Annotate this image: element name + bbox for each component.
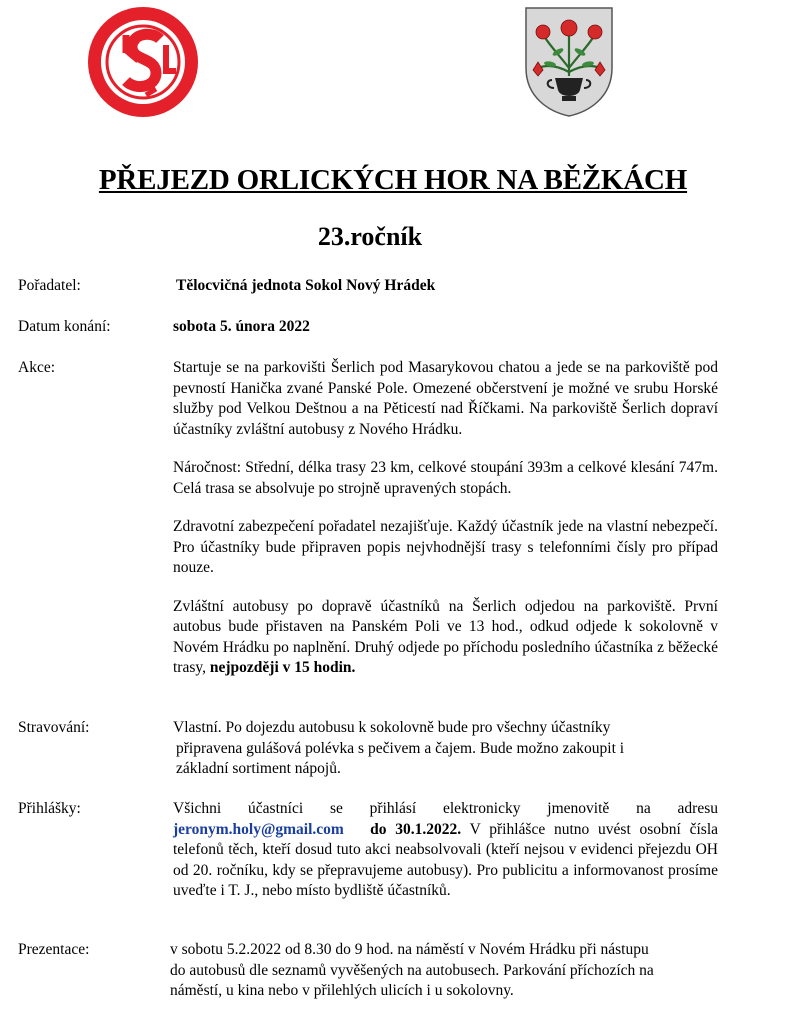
action-deadline: nejpozději v 15 hodin. bbox=[209, 659, 356, 676]
organizer-value: Tělocvičná jednota Sokol Nový Hrádek bbox=[176, 277, 436, 294]
presentation-text bbox=[170, 940, 715, 1002]
food-label: Stravování: bbox=[18, 719, 90, 736]
food-line-3: základní sortiment nápojů. bbox=[176, 760, 341, 777]
municipal-crest-logo bbox=[524, 6, 614, 118]
presentation-line-3: náměstí, u kina nebo v přilehlých ulicích i u sokolovny. bbox=[170, 982, 514, 999]
registration-details: V přihlášce nutno uvést osobní čísla telefonů těch, kteří dosud tuto akci neabsolvovali (kteří nejsou v evidenci přejezdu OH od 20. ročníku, kdy se přepravujeme autobusy). Pro publicitu a informovanost prosíme uveďte i T. J., nebo místo bydliště účastníků. bbox=[173, 820, 718, 899]
organizer-label: Pořadatel: bbox=[18, 277, 81, 294]
registration-deadline: do 30.1.2022. bbox=[370, 820, 462, 838]
registration-text bbox=[173, 799, 718, 902]
page-title: PŘEJEZD ORLICKÝCH HOR NA BĚŽKÁCH bbox=[98, 164, 688, 196]
presentation-line-1: v sobotu 5.2.2022 od 8.30 do 9 hod. na náměstí v Novém Hrádku při nástupu bbox=[170, 941, 649, 958]
action-paragraph-4 bbox=[173, 597, 718, 679]
action-paragraph-4-text: Zvláštní autobusy po dopravě účastníků na Šerlich odjedou na parkoviště. První autobus bude přistaven na Panském Poli ve 13 hod., odkud odjede k sokolovně v Novém Hrádku po naplnění. Druhý odjede po příchodu posledního účastníka z běžecké trasy, bbox=[173, 597, 718, 676]
registration-label: Přihlášky: bbox=[18, 800, 81, 817]
action-label: Akce: bbox=[18, 359, 56, 376]
food-line-2: připravena gulášová polévka s pečivem a čajem. Bude možno zakoupit i bbox=[176, 739, 625, 757]
action-paragraph-3: Zdravotní zabezpečení pořadatel nezajišťuje. Každý účastník jede na vlastní nebezpečí. Pro účastníky bude připraven popis nejvhodnější trasy s telefonními čísly pro případ nouze. bbox=[173, 518, 718, 576]
registration-line-1: Všichni účastníci se přihlásí elektronicky jmenovitě na adresu bbox=[173, 800, 718, 817]
action-paragraph-1: Startuje se na parkovišti Šerlich pod Masarykovou chatou a jede se na parkoviště pod pevností Hanička zvané Panské Pole. Omezené občerstvení je možné ve srubu Horské služby pod Velkou Deštnou a na Pěticestí nad Říčkami. Na parkoviště Šerlich dopraví účastníky zvláštní autobusy z Nového Hrádku. bbox=[173, 359, 718, 438]
page-subtitle: 23.ročník bbox=[317, 222, 423, 251]
email-link[interactable]: jeronym.holy@gmail.com bbox=[173, 820, 344, 838]
presentation-label: Prezentace: bbox=[18, 941, 90, 958]
sokol-logo bbox=[86, 5, 200, 119]
food-text bbox=[173, 718, 718, 780]
food-line-1: Vlastní. Po dojezdu autobusu k sokolovně bude pro všechny účastníky bbox=[173, 719, 611, 736]
presentation-line-2: do autobusů dle seznamů vyvěšených na autobusech. Parkování příchozích na bbox=[170, 961, 654, 979]
action-paragraph-2: Náročnost: Střední, délka trasy 23 km, celkové stoupání 393m a celkové klesání 747m. Celá trasa se absolvuje po strojně upravených stopách. bbox=[173, 459, 718, 497]
date-value: sobota 5. února 2022 bbox=[173, 318, 310, 335]
date-label: Datum konání: bbox=[18, 318, 111, 335]
action-text bbox=[173, 358, 718, 697]
